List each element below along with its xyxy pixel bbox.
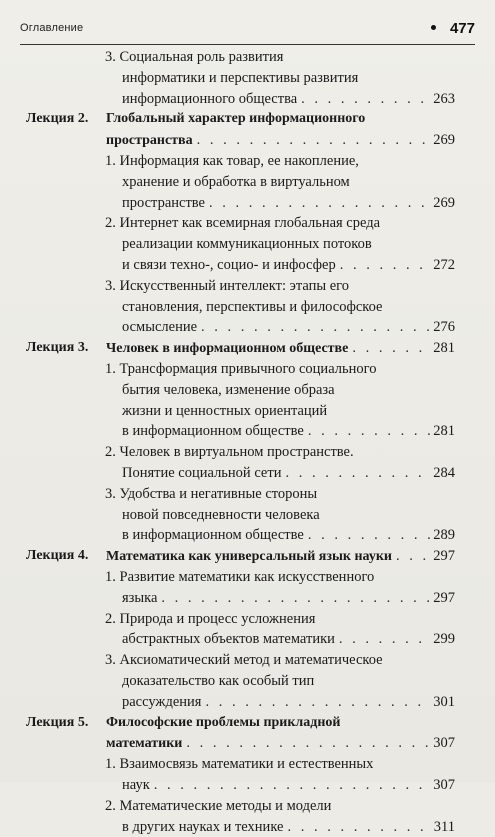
lecture-title-line: Глобальный характер информационного <box>106 111 366 127</box>
lecture-title-line: пространства <box>106 133 193 149</box>
lecture-title-line: Математика как универсальный язык науки <box>106 549 392 565</box>
toc-leader-row <box>122 193 455 213</box>
item-title-line: жизни и ценностных ориентаций <box>122 402 328 419</box>
item-title-line: рассуждения <box>122 693 202 710</box>
item-title-line: реализации коммуникационных потоков <box>122 236 372 253</box>
toc-leader-row <box>122 692 455 712</box>
item-title-line: 3. Аксиоматический метод и математическое <box>105 652 383 669</box>
dot-leader <box>287 817 430 837</box>
dot-leader <box>154 775 430 795</box>
item-title-line: 2. Математические методы и модели <box>105 797 332 814</box>
lecture-label: Лекция 4. <box>26 548 89 564</box>
running-header-page <box>431 20 475 37</box>
toc-leader-row <box>122 629 455 649</box>
item-title-line: Понятие социальной сети <box>122 465 282 481</box>
toc-leader-row <box>122 525 455 545</box>
toc-page-number: 311 <box>433 818 455 835</box>
toc-leader-row <box>122 817 455 837</box>
item-title-line: языка <box>122 589 158 606</box>
lecture-title-line: Философские проблемы прикладной <box>106 714 341 730</box>
toc-page-number: 289 <box>433 527 455 544</box>
dot-leader <box>205 692 430 712</box>
toc-page-number: 301 <box>433 693 455 710</box>
item-title-line: 1. Развитие математики как искусственного <box>105 569 375 585</box>
item-title-line: 2. Интернет как всемирная глобальная среда <box>105 215 381 232</box>
item-title-line: 2. Природа и процесс усложнения <box>105 610 316 627</box>
toc-leader-row <box>122 317 455 337</box>
item-title-line: 2. Человек в виртуальном пространстве. <box>105 444 354 461</box>
toc-page-number: 269 <box>433 132 455 149</box>
dot-leader <box>396 546 430 566</box>
lecture-label: Лекция 3. <box>26 340 89 356</box>
toc-leader-row <box>122 463 455 483</box>
item-title-line: в других науках и технике <box>122 818 284 835</box>
dot-leader <box>161 588 430 608</box>
item-title-line: становления, перспективы и философское <box>122 298 383 315</box>
item-title-line: 1. Информация как товар, ее накопление, <box>105 153 359 169</box>
dot-leader <box>339 629 430 649</box>
toc-leader-row <box>106 733 455 753</box>
lecture-label: Лекция 5. <box>26 714 89 730</box>
running-header-title: Оглавление <box>20 22 84 34</box>
item-title-line: и связи техно-, социо- и инфосфер <box>122 257 336 273</box>
toc-page-number: 307 <box>433 735 455 752</box>
toc-page-number: 307 <box>433 777 455 793</box>
toc-page-number: 299 <box>433 631 455 648</box>
lecture-label: Лекция 2. <box>26 111 89 127</box>
lecture-title-line: Человек в информационном обществе <box>106 341 349 357</box>
toc-page-number: 272 <box>433 257 455 273</box>
toc-page-number: 269 <box>433 194 455 211</box>
toc-leader-row <box>122 421 455 441</box>
running-header <box>20 20 475 40</box>
item-title-line: 3. Искусственный интеллект: этапы его <box>105 277 349 294</box>
item-title-line: в информационном обществе <box>122 423 304 440</box>
item-title-line: осмысление <box>122 319 198 336</box>
dot-leader <box>308 525 430 545</box>
item-title-line: новой повседневности человека <box>122 506 320 523</box>
item-title-line: 1. Трансформация привычного социального <box>105 361 377 377</box>
dot-leader <box>352 338 430 358</box>
item-title-line: доказательство как особый тип <box>122 673 315 689</box>
item-title-line: 3. Социальная роль развития <box>105 49 284 65</box>
toc-leader-row <box>106 338 455 358</box>
toc-page-number: 297 <box>433 589 455 606</box>
toc-leader-row <box>106 130 455 150</box>
toc-page-number: 281 <box>433 423 455 440</box>
dot-leader <box>308 421 430 441</box>
dot-leader <box>201 317 430 337</box>
item-title-line: информационного общества <box>122 90 298 107</box>
dot-leader <box>197 130 431 150</box>
toc-leader-row <box>122 89 455 109</box>
toc-leader-row <box>122 775 455 795</box>
toc-leader-row <box>106 546 455 566</box>
toc-leader-row <box>122 588 455 608</box>
item-title-line: абстрактных объектов математики <box>122 631 335 648</box>
item-title-line: бытия человека, изменение образа <box>122 381 335 398</box>
dot-leader <box>301 89 430 109</box>
item-title-line: 1. Взаимосвязь математики и естественных <box>105 756 374 773</box>
header-divider <box>20 44 475 45</box>
toc-page-number: 263 <box>433 90 455 107</box>
toc-leader-row <box>122 255 455 275</box>
bullet-icon <box>431 25 436 30</box>
toc-page-number: 297 <box>433 548 455 565</box>
toc-page-number: 284 <box>433 465 455 481</box>
dot-leader <box>186 733 430 753</box>
item-title-line: наук <box>122 777 150 793</box>
item-title-line: 3. Удобства и негативные стороны <box>105 485 318 502</box>
dot-leader <box>340 255 431 275</box>
toc-page-number: 281 <box>433 340 455 357</box>
item-title-line: информатики и перспективы развития <box>122 69 359 86</box>
toc-page-number: 276 <box>433 319 455 336</box>
item-title-line: в информационном обществе <box>122 527 304 544</box>
page-number: 477 <box>449 20 475 37</box>
lecture-title-line: математики <box>106 736 183 752</box>
dot-leader <box>285 463 430 483</box>
dot-leader <box>209 193 430 213</box>
item-title-line: пространстве <box>122 194 205 211</box>
item-title-line: хранение и обработка в виртуальном <box>122 173 350 190</box>
